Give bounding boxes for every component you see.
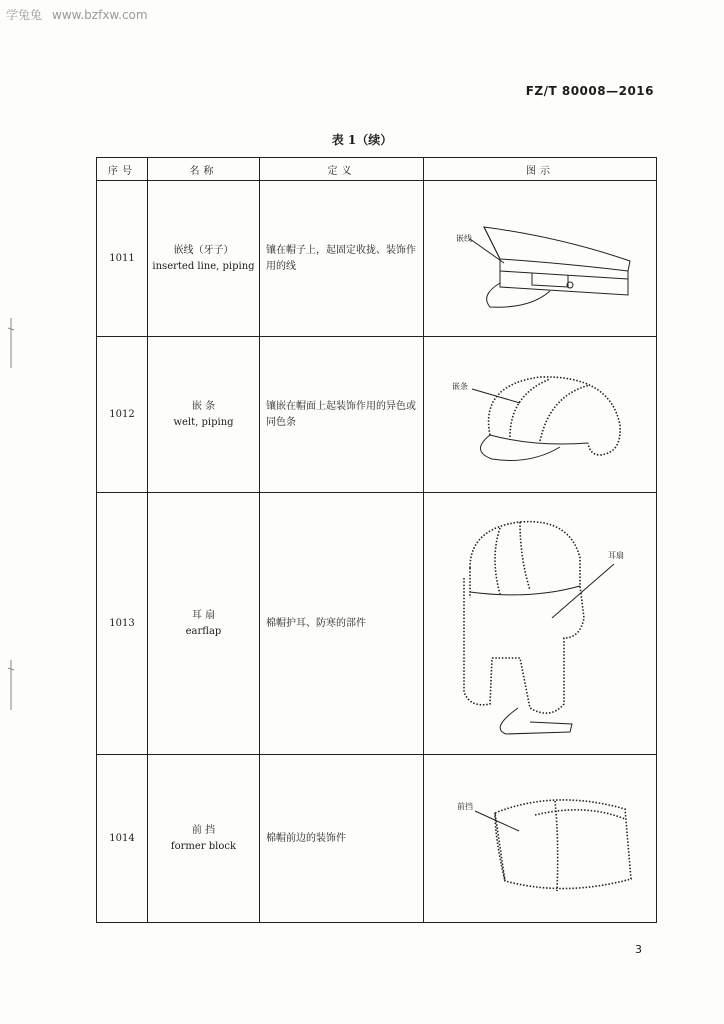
term-figure xyxy=(424,755,657,923)
term-definition: 棉帽前边的装饰件 xyxy=(260,755,424,923)
term-name xyxy=(148,181,260,337)
term-number: 1011 xyxy=(97,181,148,337)
term-figure xyxy=(424,493,657,755)
margin-tick-mark xyxy=(8,660,14,710)
term-name xyxy=(148,337,260,493)
table-row xyxy=(97,337,657,493)
term-name-en: welt, piping xyxy=(173,416,234,428)
term-definition: 镶嵌在帽面上起装饰作用的异色或同色条 xyxy=(260,337,424,493)
standard-code: FZ/T 80008—2016 xyxy=(525,84,654,98)
term-figure xyxy=(424,181,657,337)
column-header-name: 名称 xyxy=(148,158,260,181)
peaked-cap-icon xyxy=(440,199,640,319)
table-row xyxy=(97,181,657,337)
figure-label: 嵌条 xyxy=(452,381,468,391)
term-number: 1012 xyxy=(97,337,148,493)
term-definition: 棉帽护耳、防寒的部件 xyxy=(260,493,424,755)
column-header-number: 序号 xyxy=(97,158,148,181)
earflap-hat-icon xyxy=(430,508,650,740)
term-name-zh: 前 挡 xyxy=(191,824,216,836)
figure-label: 前挡 xyxy=(457,801,473,811)
table-title: 表 1（续） xyxy=(331,133,393,147)
margin-tick-mark xyxy=(8,318,14,368)
figure-label: 嵌线 xyxy=(456,233,472,243)
column-header-definition: 定义 xyxy=(260,158,424,181)
term-figure xyxy=(424,337,657,493)
terms-table xyxy=(96,157,657,923)
term-name-zh: 嵌线（牙子） xyxy=(173,244,234,256)
page-number: 3 xyxy=(635,943,642,956)
column-header-figure: 图示 xyxy=(424,158,657,181)
term-number: 1013 xyxy=(97,493,148,755)
term-name-en: former block xyxy=(170,840,237,852)
table-row xyxy=(97,493,657,755)
watermark-site-url: www.bzfxw.com xyxy=(52,8,148,22)
term-name-en: earflap xyxy=(185,625,222,637)
baseball-cap-icon xyxy=(440,355,640,475)
term-name-zh: 耳 扇 xyxy=(191,609,216,621)
term-number: 1014 xyxy=(97,755,148,923)
table-header-row xyxy=(97,158,657,181)
watermark-site-name: 学兔兔 xyxy=(6,8,43,22)
term-name xyxy=(148,755,260,923)
term-name-en: inserted line, piping xyxy=(152,260,255,272)
table-row xyxy=(97,755,657,923)
watermark xyxy=(6,6,148,23)
term-name-zh: 嵌 条 xyxy=(191,400,216,412)
figure-label: 耳扇 xyxy=(608,550,624,560)
fur-hat-icon xyxy=(435,769,645,909)
term-definition: 镶在帽子上，起固定收拢、装饰作用的线 xyxy=(260,181,424,337)
term-name xyxy=(148,493,260,755)
